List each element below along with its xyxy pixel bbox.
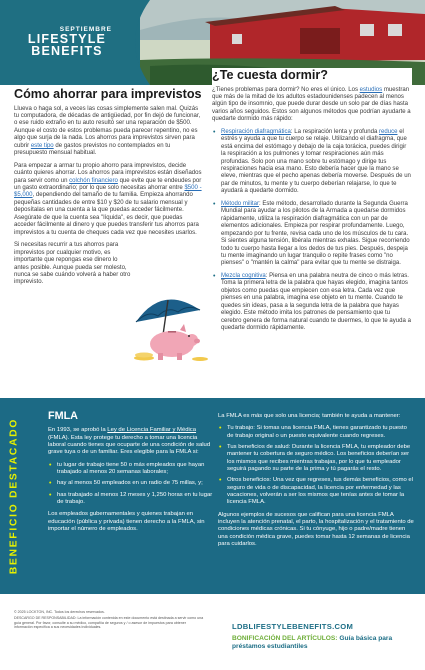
issue-month: SEPTIEMBRE — [59, 26, 112, 33]
sleep-article-title: ¿Te cuesta dormir? — [212, 68, 412, 85]
fmla-right-intro: La FMLA es más que solo una licencia; también te ayuda a mantener: — [218, 413, 401, 419]
fmla-paragraph-2: Los empleados gubernamentales y quienes trabajan en educación (pública y privada) tienen derecho a la FMLA, sin importar el número de empleados. — [48, 511, 205, 533]
link-estudios[interactable]: estudios — [359, 86, 383, 93]
link-reduce[interactable]: reduce — [379, 128, 398, 135]
eligibility-item: • tu lugar de trabajo tiene 50 o más empleados que hayan trabajado al menos 20 semanas laborales; — [48, 462, 216, 477]
link-metodo-militar[interactable]: Método militar — [221, 200, 259, 207]
savings-article-title: Cómo ahorrar para imprevistos — [14, 87, 202, 101]
method-military: • Método militar: Este método, desarrollado durante la Segunda Guerra Mundial para ayudar a los pilotos de la Armada a quedarse dormidos rápidamente, utiliza la respiración diafragmática con un par de elementos adicionales. Empieza por respirar profundamente. Luego, empezando por tu frente, revisa cada uno de los músculos de tu cara. Si sientes alguna tensión, libérala mientras exhalas. Sigue recorriendo todo tu cuerpo hasta llegar a los dedos de tus pies. Después, despeja tu mente imaginando un lugar tranquilo o repite frases como "no pienses" o "mantén la calma" para evitar que tu mente se distraiga. — [212, 201, 412, 268]
eligibility-item: • hay al menos 50 empleados en un radio de 75 millas, y; — [48, 480, 216, 487]
link-este-tipo[interactable]: este tipo — [30, 142, 54, 149]
eligibility-item: • has trabajado al menos 12 meses y 1,250 horas en tu lugar de trabajo. — [48, 492, 216, 507]
fmla-title: FMLA — [48, 410, 78, 422]
protection-item: • Tus beneficios de salud: Durante la licencia FMLA, tu empleador debe mantener tu cobertura de seguro médico. Los beneficios deberían ser los mismos que recibes mientras trabajas, por lo que tu empleador seguirá pagando su parte de la prima y tú pagarás el resto. — [218, 444, 414, 473]
link-respiracion-diafragmatica[interactable]: Respiración diafragmática — [221, 128, 291, 135]
fmla-paragraph-1: En 1993, se aprobó la Ley de Licencia Familiar y Médica (FMLA). Esta ley protege tu derecho a tomar una licencia laboral cuando tienes que ocuparte de una condición de salud grave tuya o de un familiar. Eres elegible para la FMLA si: — [48, 427, 211, 456]
disclaimer-text: DESCARGO DE RESPONSABILIDAD: La información contenida en este documento está destinada a servir como una guía general. Por favor, consulte a su médico, compañía de seguros y / o asesor de impuestos para obtener información específica a sus necesidades individuales. — [14, 616, 204, 630]
protection-item: • Tu trabajo: Si tomas una licencia FMLA, tienes garantizado tu puesto de trabajo original o un puesto equivalente cuando regreses. — [218, 425, 414, 440]
bonus-label: BONIFICACIÓN DEL ARTÍCULOS: — [232, 635, 338, 642]
link-colchon-financiero[interactable]: colchón financiero — [69, 177, 118, 184]
brand-line-1: LIFESTYLE — [27, 32, 107, 46]
fmla-protections-list — [218, 425, 414, 506]
savings-paragraph-1: Llueva o haga sol, a veces las cosas simplemente salen mal. Quizás tu computadora, de décadas de antigüedad, por fin dejó de funcionar, o ese ruido extraño en tu auto resultó ser una reparación de $500. Aunque el costo de estos problemas pueda parecer repentino, no es algo que surja de la nada. Los ahorros para imprevistos sirven para cubrir este tipo de gastos previstos no contemplados en tu presupuesto mensual habitual. — [14, 105, 201, 157]
brand-line-2: BENEFITS — [31, 44, 103, 58]
fmla-left-column — [48, 410, 216, 538]
piggy-bank-umbrella-illustration — [122, 282, 212, 362]
link-fmla-law[interactable]: Ley de Licencia Familiar y Médica — [107, 427, 197, 434]
method-cognitive-shuffle: • Mezcla cognitiva: Piensa en una palabra neutra de cinco o más letras. Toma la primera letra de la palabra que hayas elegido, imagina tantos objetos como puedas que empiecen con esa letra. Cada vez que pienses en una palabra, imagina ese objeto en tu mente. Cuando te quedes sin ideas, pasa a la segunda letra de la palabra que hayas elegido. Este método imita los patrones de pensamiento que tu cerebro genera de forma natural cuando te duermes, lo que te ayuda a quedarte dormido rápidamente. — [212, 273, 412, 333]
footer-legal — [14, 610, 204, 632]
sleep-intro: ¿Tienes problemas para dormir? No eres el único. Los estudios muestran que más de la mitad de los adultos estadounidenses padecen al menos algún tipo de insomnio, que puede durar desde un solo par de días hasta varios años seguidos. Estos son algunos métodos que podrían ayudarte a quedarte dormido más rápido: — [212, 86, 411, 123]
sleep-article — [212, 68, 412, 338]
method-diaphragmatic: • Respiración diafragmática: La respiración lenta y profunda reduce el estrés y ayuda a que tu cuerpo se relaje. Utilizando el diafragma, que está encima del estómago y debajo de la caja torácica, puedes dirigir la respiración a los pulmones y tomar respiraciones aún más profundas. Solo pon una mano sobre tu estómago y dirige tus respiraciones hacia esa mano. Esto debería hacer que la mano se eleve, mientras que el pecho apenas debería moverse. Después de un par de minutos, tu mente y tu cuerpo deberían relajarse, lo que te ayudará a quedarte dormido. — [212, 129, 412, 196]
brand-logo — [12, 26, 122, 57]
sleep-methods-list — [212, 129, 412, 333]
fmla-right-column — [218, 413, 414, 554]
featured-benefit-side-label: BENEFICIO DESTACADO — [8, 417, 20, 575]
link-savings-range[interactable]: $500 - $5,000 — [14, 185, 202, 199]
bonus-article — [232, 635, 417, 651]
savings-article — [14, 88, 202, 292]
website-link[interactable]: LDBLIFESTYLEBENEFITS.COM — [232, 622, 354, 631]
savings-paragraph-2: Para empezar a armar tu propio ahorro para imprevistos, decide cuánto quieres ahorrar. Los ahorros para imprevistos están diseñados para servir como un colchón financiero que evite que te endeudes por un gasto extraordinario; por lo que solo necesitas ahorrar entre $500 - $5,000, dependiendo del tamaño de tu familia. Empieza ahorrando pequeñas cantidades de entre $10 y $20 de tu salario mensual y deposítalas en una cuenta a la que puedas acceder fácilmente. Asegúrate de que la cuenta sea "líquida", es decir, que puedas acceder fácilmente al dinero y que puedes transferir tus ahorros para imprevistos a tu cuenta de cheques cada vez que necesites usarlos. — [14, 162, 202, 236]
fmla-paragraph-3: Algunos ejemplos de sucesos que califican para una licencia FMLA incluyen la atención prenatal, el parto, la hospitalización y el tratamiento de condiciones médicas crónicas. Si tu cónyuge, hijo o padre/madre tienen una condición médica grave, puedes tomar hasta 12 semanas de licencia para cuidarlos. — [218, 511, 414, 548]
savings-paragraph-3: Si necesitas recurrir a tus ahorros para imprevistos por cualquier motivo, es importante que repongas ese dinero lo antes posible. Aunque pueda ser molesto, nunca se sabe cuándo volverá a haber otro imprevisto. — [14, 242, 131, 286]
fmla-eligibility-list — [48, 462, 216, 507]
bonus-text[interactable]: Guía básica para préstamos estudiantiles — [232, 635, 393, 650]
copyright-text: © 2025 LOCKTON, INC. Todos los derechos reservados. — [14, 610, 105, 614]
protection-item: • Otros beneficios: Una vez que regreses, tus demás beneficios, como el seguro de vida o de discapacidad, la licencia por enfermedad y las vacaciones, volverán a ser los mismos que tenías antes de tomar la licencia FMLA. — [218, 477, 414, 506]
link-mezcla-cognitiva[interactable]: Mezcla cognitiva — [221, 272, 266, 279]
